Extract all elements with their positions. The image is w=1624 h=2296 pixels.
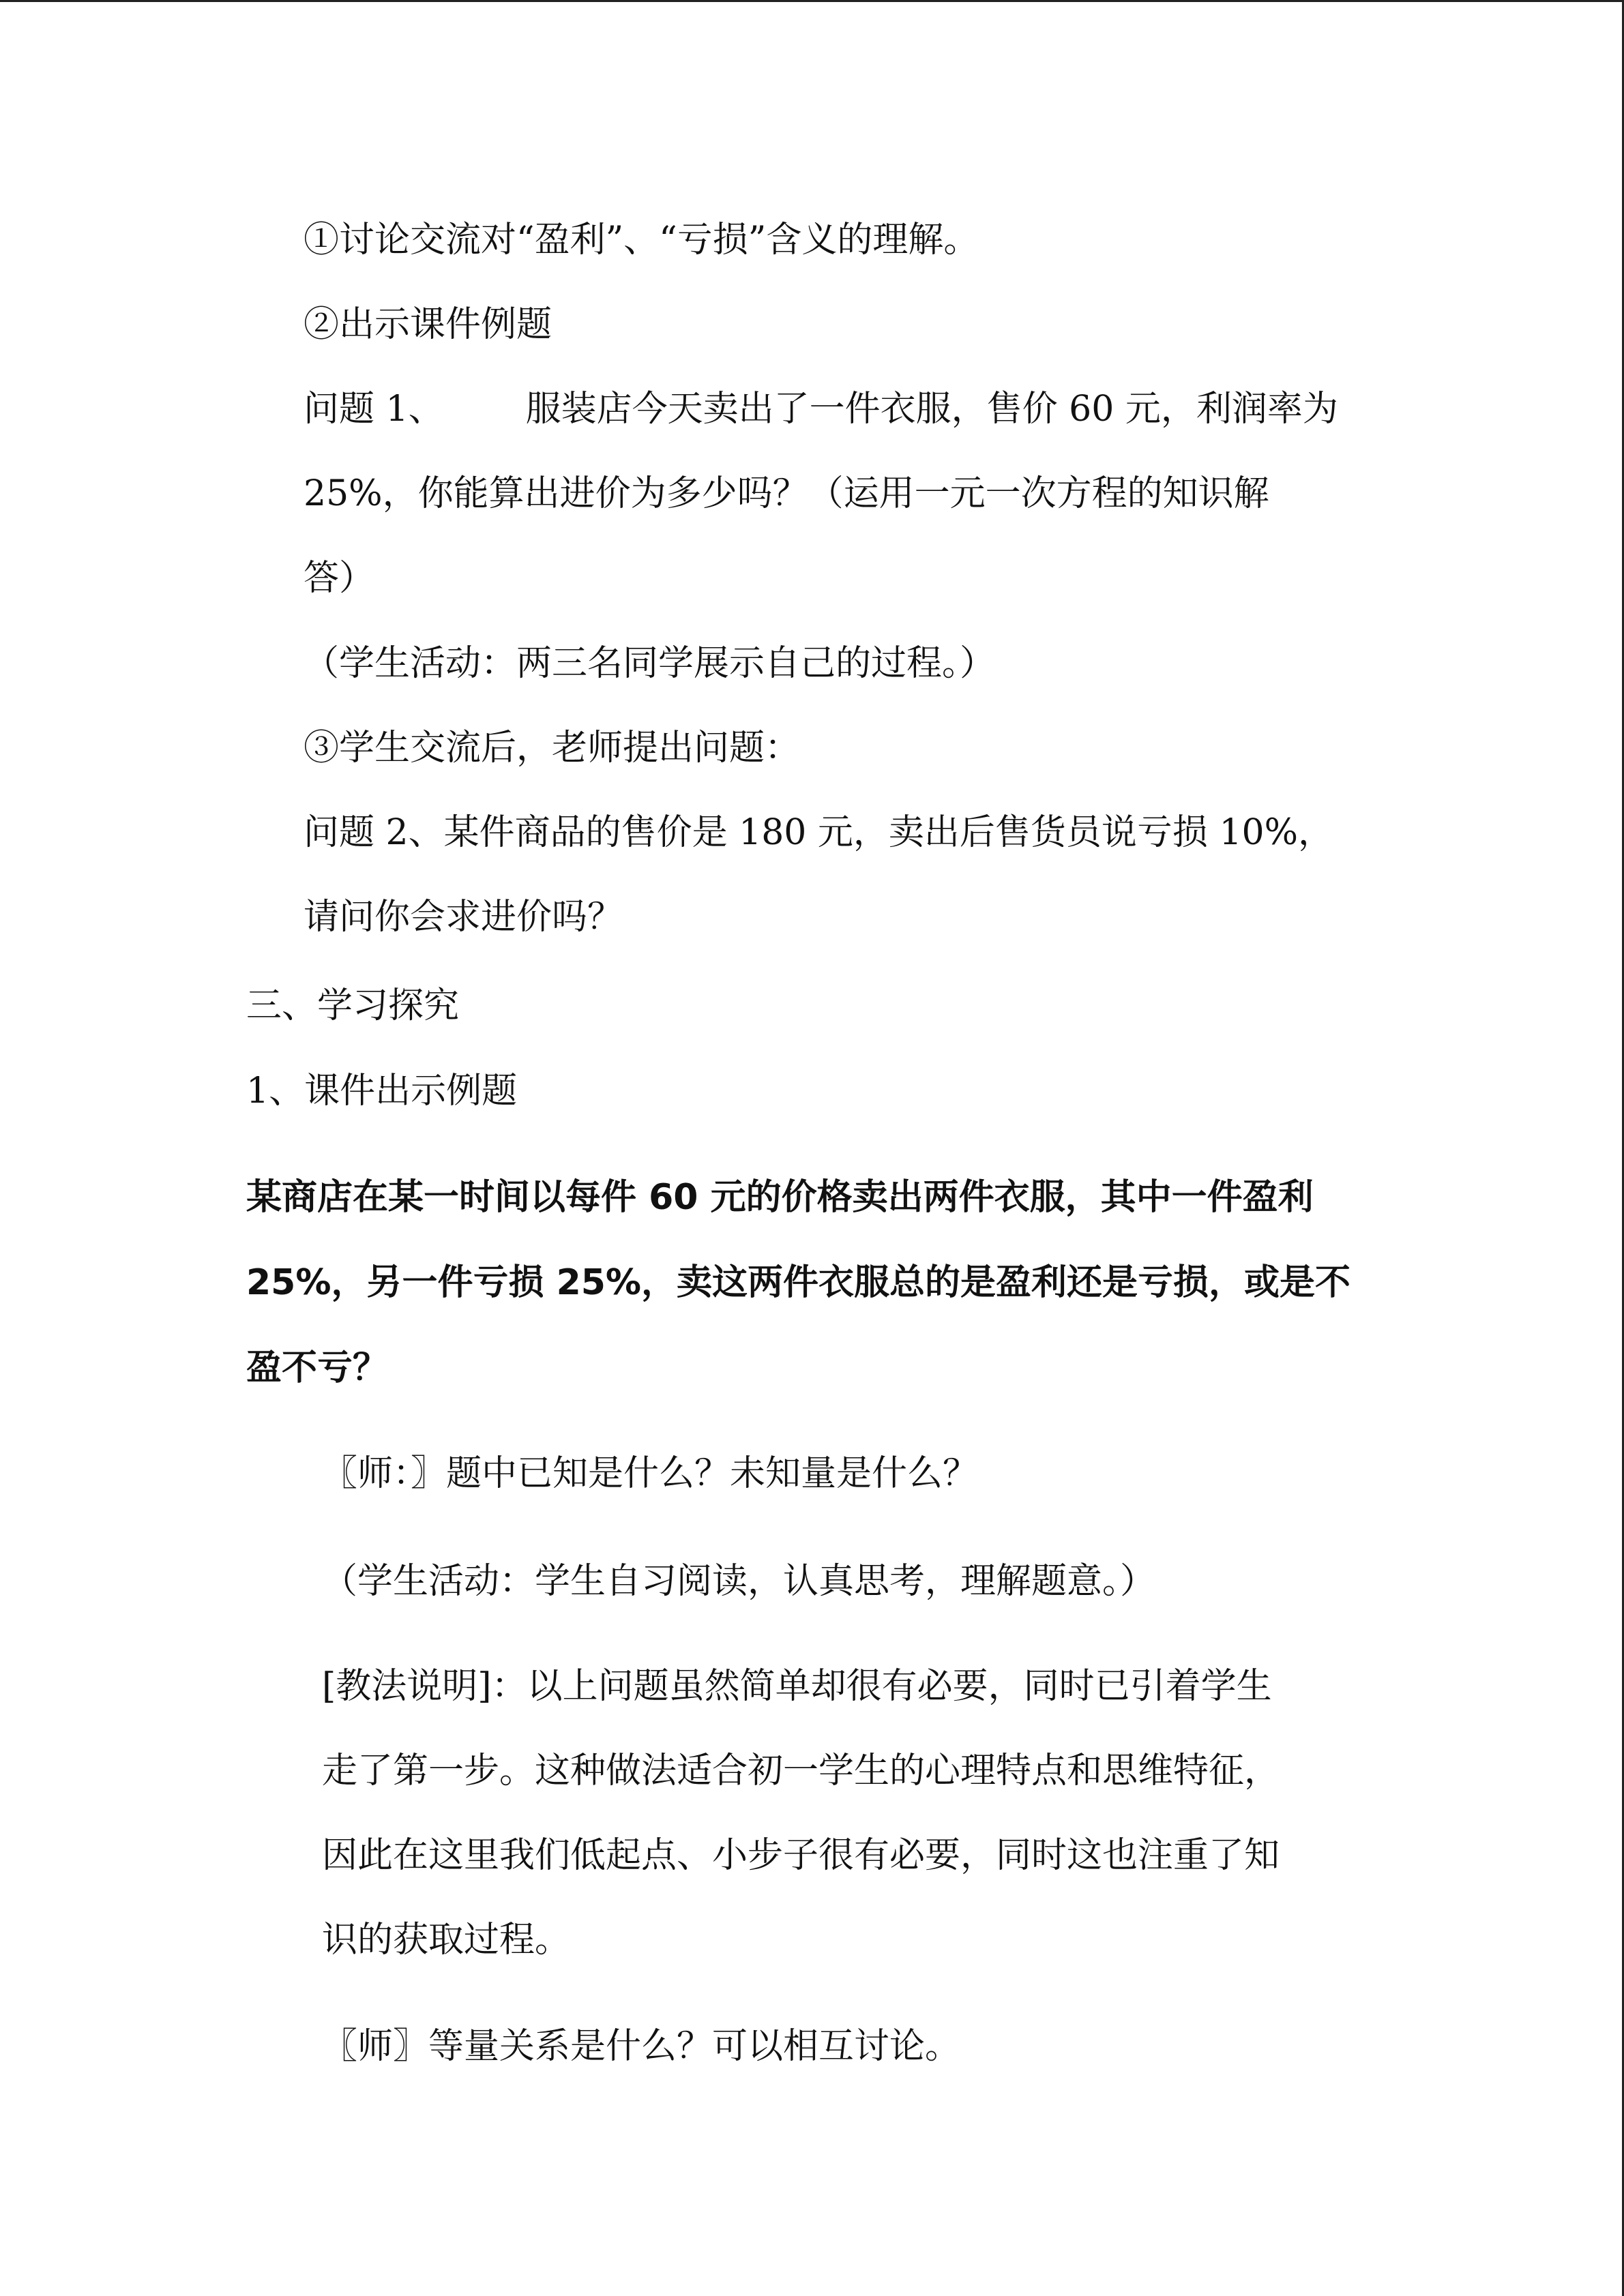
page-top-border — [0, 0, 1624, 2]
example-problem-line: 25%，另一件亏损 25%，卖这两件衣服总的是盈利还是亏损，或是不 — [246, 1262, 1351, 1303]
text-line: 请问你会求进价吗？ — [304, 897, 623, 938]
example-problem-line: 盈不亏？ — [246, 1347, 389, 1388]
subsection-heading: 1、课件出示例题 — [246, 1071, 518, 1112]
text-line: ②出示课件例题 — [304, 304, 552, 345]
problem-text: 服装店今天卖出了一件衣服，售价 60 元，利润率为 — [525, 389, 1338, 430]
method-note-line: 因此在这里我们低起点、小步子很有必要，同时这也注重了知 — [322, 1835, 1280, 1876]
text-line: ③学生交流后，老师提出问题： — [304, 728, 801, 769]
teacher-question: 〖师〗等量关系是什么？可以相互讨论。 — [322, 2026, 961, 2067]
text-line: 25%，你能算出进价为多少吗？（运用一元一次方程的知识解 — [304, 473, 1269, 514]
text-line: ①讨论交流对“盈利”、“亏损”含义的理解。 — [304, 220, 979, 260]
method-note-line: 走了第一步。这种做法适合初一学生的心理特点和思维特征， — [322, 1750, 1280, 1791]
example-problem-line: 某商店在某一时间以每件 60 元的价格卖出两件衣服，其中一件盈利 — [246, 1177, 1314, 1218]
teacher-question: 〖师：〗题中已知是什么？未知量是什么？ — [322, 1453, 979, 1494]
method-note-line: 识的获取过程。 — [322, 1920, 571, 1960]
problem-label: 问题 1、 — [304, 389, 444, 430]
text-line — [304, 389, 1338, 430]
text-line: （学生活动：两三名同学展示自己的过程。） — [304, 643, 996, 684]
method-note-line: [教法说明]：以上问题虽然简单却很有必要，同时已引着学生 — [322, 1666, 1272, 1707]
text-line: 问题 2、某件商品的售价是 180 元，卖出后售货员说亏损 10%， — [304, 812, 1334, 853]
section-heading: 三、学习探究 — [246, 985, 460, 1026]
student-activity: （学生活动：学生自习阅读，认真思考，理解题意。） — [322, 1561, 1156, 1602]
text-line: 答） — [304, 558, 375, 599]
